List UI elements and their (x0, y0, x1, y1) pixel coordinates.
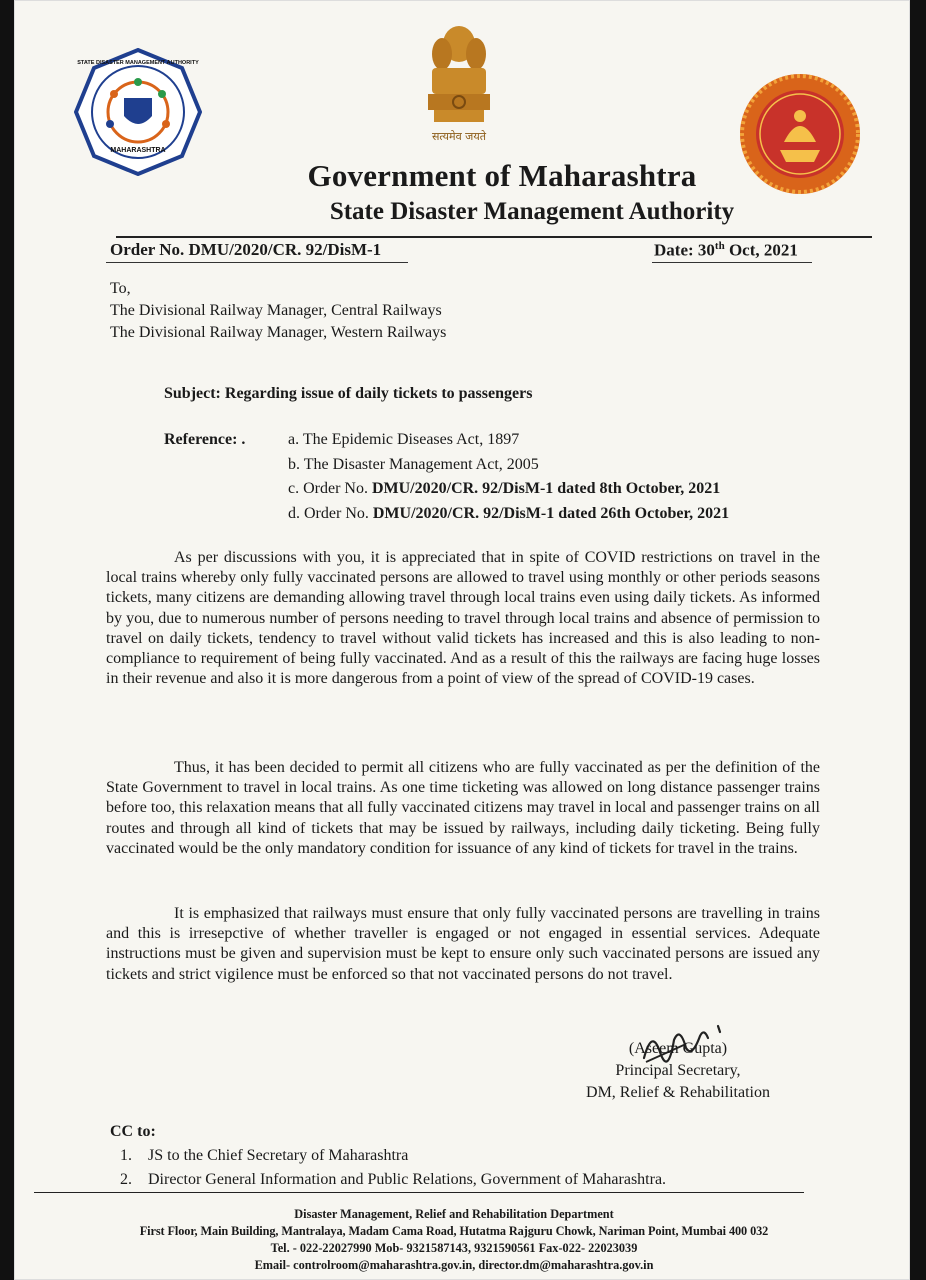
footer-block (74, 1206, 834, 1274)
svg-text:सत्यमेव जयते: सत्यमेव जयते (431, 130, 487, 143)
footer-divider (34, 1192, 804, 1193)
order-date: Date: 30th Oct, 2021 (654, 240, 798, 260)
order-number: Order No. DMU/2020/CR. 92/DisM-1 (110, 240, 382, 259)
cc-block (110, 1120, 666, 1192)
signatory-dept: DM, Relief & Rehabilitation (586, 1084, 770, 1101)
government-title: Government of Maharashtra (307, 158, 697, 193)
reference-item: d. Order No. DMU/2020/CR. 92/DisM-1 dated 26th October, 2021 (288, 504, 730, 522)
authority-title: State Disaster Management Authority (329, 198, 735, 225)
cc-heading: CC to: (110, 1123, 156, 1140)
footer-phones: Tel. - 022-22027990 Mob- 9321587143, 9321590561 Fax-022- 22023039 (270, 1241, 638, 1255)
national-emblem-logo (418, 18, 500, 146)
date-underline (652, 262, 812, 263)
reference-item: b. The Disaster Management Act, 2005 (288, 455, 539, 473)
footer-address: First Floor, Main Building, Mantralaya, Madam Cama Road, Hutatma Rajguru Chowk, Nariman Point, Mumbai 400 032 (139, 1224, 769, 1238)
reference-item: c. Order No. DMU/2020/CR. 92/DisM-1 dated 8th October, 2021 (288, 480, 721, 497)
footer-email: Email- controlroom@maharashtra.gov.in, director.dm@maharashtra.gov.in (254, 1258, 654, 1272)
footer-department: Disaster Management, Relief and Rehabilitation Department (294, 1207, 614, 1221)
document-page (14, 0, 910, 1280)
signatory-name: (Aseem Gupta) (628, 1040, 728, 1057)
body-paragraph: Thus, it has been decided to permit all citizens who are fully vaccinated as per the definition of the State Government to travel in local trains. As one time ticketing was allowed on long distance passenger trains before too, this relaxation means that all fully vaccinated citizens may travel in local and passenger trains on all routes and through all kind of tickets that may be issued by railways, including daily ticketing. Being fully vaccinated would be the only mandatory condition for issuance of any kind of tickets for travel in the trains. (106, 759, 820, 857)
order-underline (106, 262, 408, 263)
signatory-block (568, 1038, 788, 1104)
subject-line: Subject: Regarding issue of daily tickets to passengers (164, 385, 533, 402)
header-divider (116, 236, 872, 238)
reference-block (164, 428, 729, 526)
to-label: To, (110, 280, 131, 297)
signatory-title: Principal Secretary, (615, 1062, 741, 1079)
body-paragraph: As per discussions with you, it is appreciated that in spite of COVID restrictions on travel in the local trains whereby only fully vaccinated persons are allowed to travel using monthly or other periods seasons tickets, many citizens are demanding allowing travel through local trains even using daily tickets. As informed by you, due to numerous number of persons needing to travel through local trains and absence of permission to travel on daily tickets, tendency to travel without valid tickets has increased and this is also leading to non-compliance to requirement of being fully vaccinated. And as a result of this the railways are facing huge losses in their revenue and also it is more dangerous from a point of view of the spread of COVID-19 cases. (106, 549, 820, 688)
addressee-line: The Divisional Railway Manager, Central Railways (110, 302, 442, 319)
addressee-line: The Divisional Railway Manager, Western Railways (110, 324, 447, 341)
cc-item: 2. Director General Information and Public Relations, Government of Maharashtra. (136, 1168, 666, 1192)
body-paragraph: It is emphasized that railways must ensure that only fully vaccinated persons are travelling in trains and this is irresepctive of whether traveller is engaged or not engaged in essential services. Adequate instructions must be given and supervision must be kept to ensure only such vaccinated persons are issued any tickets and strict vigilence must be enforced so that not vaccinated persons do not travel. (106, 905, 820, 983)
reference-label: Reference: . (164, 431, 246, 448)
reference-item: a. The Epidemic Diseases Act, 1897 (288, 431, 520, 448)
cc-item: 1. JS to the Chief Secretary of Maharashtra (136, 1144, 666, 1168)
svg-text:STATE DISASTER MANAGEMENT AUTH: STATE DISASTER MANAGEMENT AUTHORITY (77, 60, 199, 66)
sdma-seal-logo (74, 48, 202, 176)
svg-text:MAHARASHTRA: MAHARASHTRA (110, 147, 166, 154)
addressee-block (110, 278, 446, 344)
